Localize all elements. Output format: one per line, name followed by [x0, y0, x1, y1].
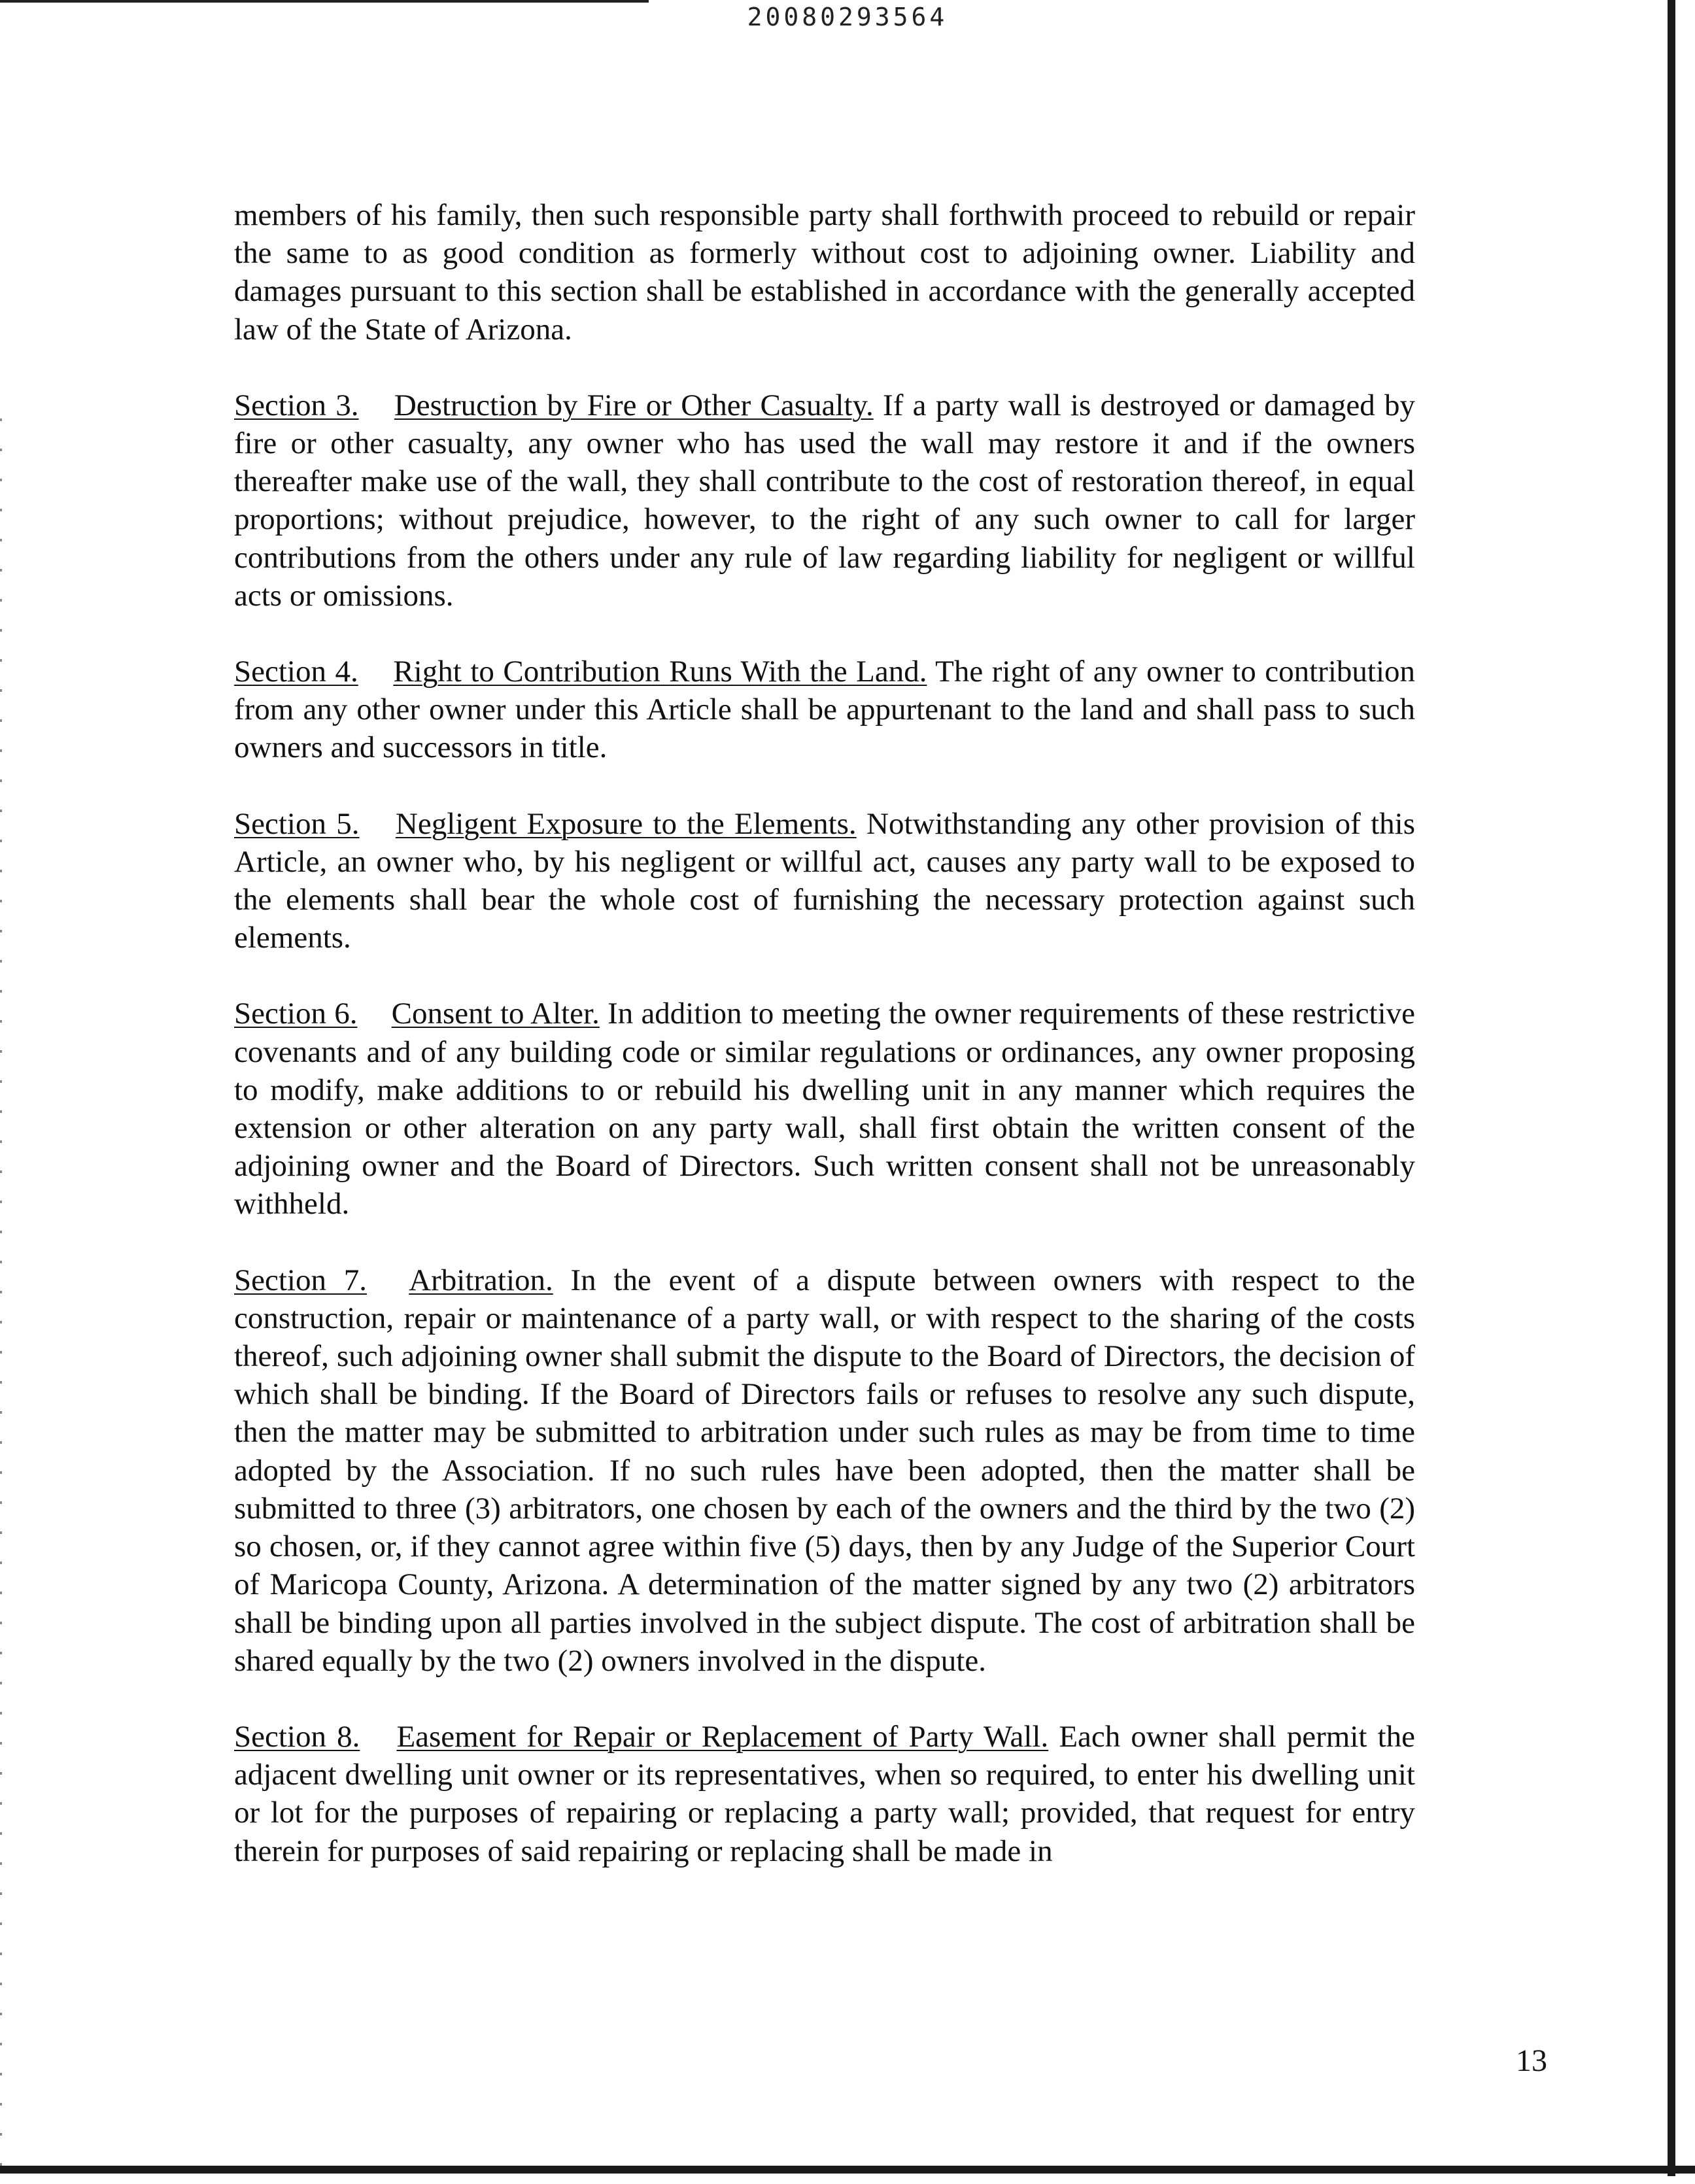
section-body: If a party wall is destroyed or damaged by fire or other casualty, any owner who has used the wall may restore it and if the owners thereafter make use of the wall, they shall contribute to the cost of restoration thereof, in equal proportions; without prejudice, however, to the right of any such owner to call for larger contributions from the others under any rule of law regarding liability for negligent or willful acts or omissions. [234, 388, 1416, 613]
section-8-paragraph [234, 1718, 1415, 1870]
section-number: Section 3. [234, 388, 359, 422]
section-body: The right of any owner to contribution from any other owner under this Article shall be appurtenant to the land and shall pass to such owners and successors in title. [234, 655, 1416, 765]
scan-border-bottom [0, 2166, 1695, 2174]
section-number: Section 6. [234, 997, 358, 1031]
continuation-paragraph: members of his family, then such responsible party shall forthwith proceed to rebuild or repair the same to as good condition as formerly without cost to adjoining owner. Liability and damages pursuant to this section shall be established in accordance with the generally accepted law of the State of Arizona. [234, 198, 1415, 347]
section-title: Easement for Repair or Replacement of Party Wall. [396, 1719, 1049, 1754]
section-body: Each owner shall permit the adjacent dwelling unit owner or its representatives, when so required, to enter his dwelling unit or lot for the purposes of repairing or replacing a party wall; provided, that request for entry therein for purposes of said repairing or replacing shall be made in [234, 1719, 1415, 1868]
section-title: Negligent Exposure to the Elements. [395, 806, 857, 841]
section-6-paragraph [234, 995, 1415, 1223]
section-body: In addition to meeting the owner requirements of these restrictive covenants and of any building code or similar regulations or ordinances, any owner proposing to modify, make additions to or rebuild his dwelling unit in any manner which requires the extension or other alteration on any party wall, shall first obtain the written consent of the adjoining owner and the Board of Directors. Such written consent shall not be unreasonably withheld. [234, 997, 1416, 1221]
section-body: Notwithstanding any other provision of this Article, an owner who, by his negligent or willful act, causes any party wall to be exposed to the elements shall bear the whole cost of furnishing the necessary protection against such elements. [234, 806, 1416, 955]
section-title: Consent to Alter. [391, 997, 600, 1031]
section-4-paragraph [234, 653, 1415, 767]
section-title: Destruction by Fire or Other Casualty. [394, 388, 874, 422]
section-number: Section 4. [234, 655, 358, 689]
section-number: Section 7. [234, 1263, 367, 1297]
section-5-paragraph [234, 805, 1415, 957]
document-number: 20080293564 [747, 3, 948, 31]
page-body [234, 196, 1415, 1908]
section-number: Section 5. [234, 806, 360, 841]
scan-edge-specks [0, 418, 2, 2184]
section-title: Arbitration. [409, 1263, 553, 1297]
section-7-paragraph [234, 1261, 1415, 1680]
section-body: In the event of a dispute between owners with respect to the construction, repair or maintenance of a party wall, or with respect to the sharing of the costs thereof, such adjoining owner shall submit the dispute to the Board of Directors, the decision of which shall be binding. If the Board of Directors fails or refuses to resolve any such dispute, then the matter may be submitted to arbitration under such rules as may be from time to time adopted by the Association. If no such rules have been adopted, then the matter shall be submitted to three (3) arbitrators, one chosen by each of the owners and the third by the two (2) so chosen, or, if they cannot agree within five (5) days, then by any Judge of the Superior Court of Maricopa County, Arizona. A determination of the matter signed by any two (2) arbitrators shall be binding upon all parties involved in the subject dispute. The cost of arbitration shall be shared equally by the two (2) owners involved in the dispute. [234, 1263, 1415, 1678]
section-number: Section 8. [234, 1719, 360, 1754]
section-3-paragraph [234, 386, 1415, 615]
scan-border-right [1668, 0, 1675, 2176]
section-title: Right to Contribution Runs With the Land. [393, 655, 927, 689]
page-number: 13 [1516, 2043, 1547, 2078]
